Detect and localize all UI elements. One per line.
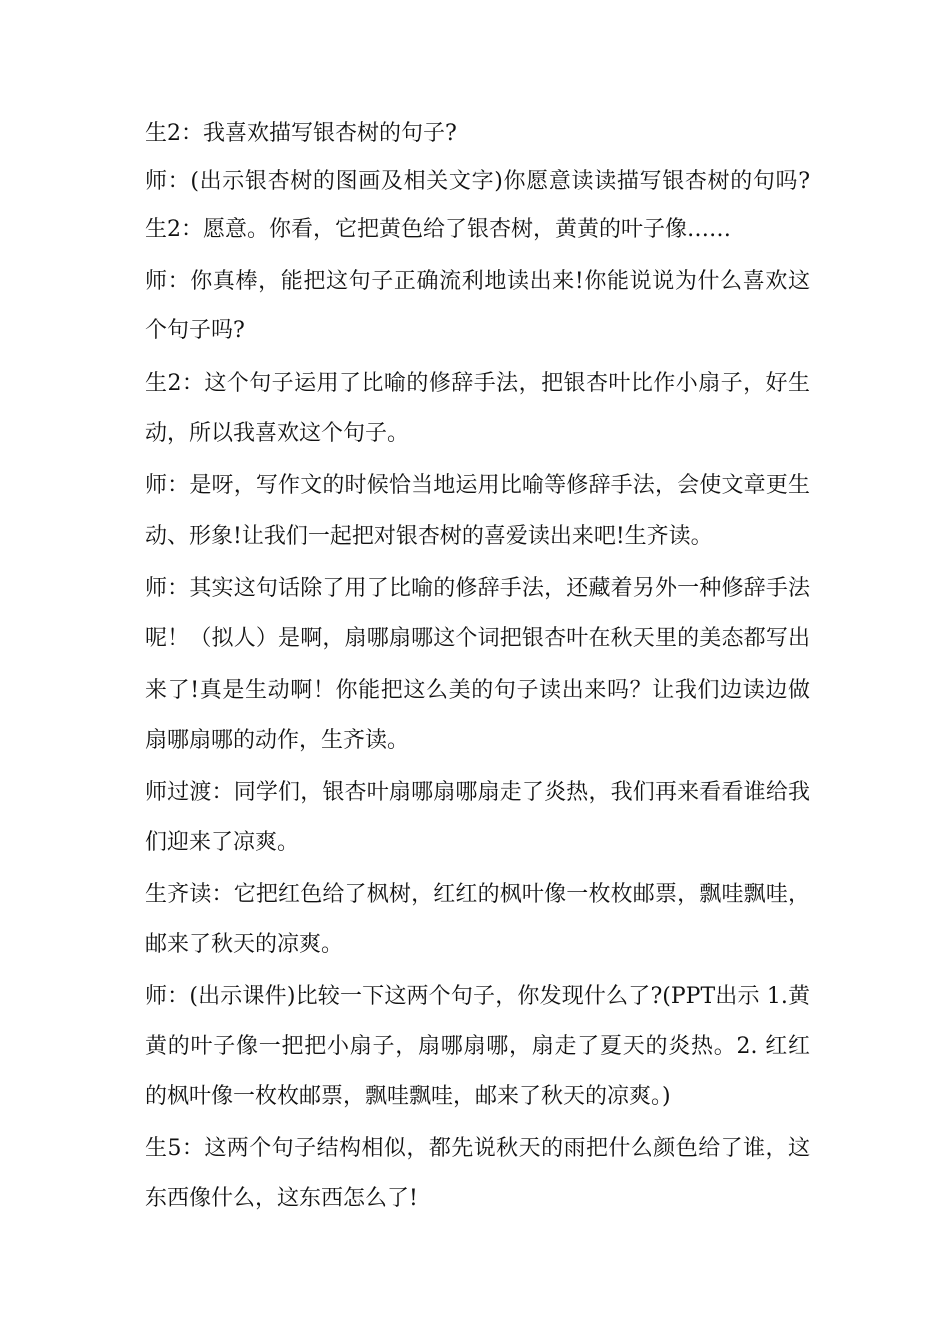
text-line: 生2：这个句子运用了比喻的修辞手法，把银杏叶比作小扇子，好生 xyxy=(145,371,810,396)
text-line: 师：(出示课件)比较一下这两个句子，你发现什么了?(PPT出示 1.黄 xyxy=(145,984,810,1009)
text-line: 生2：我喜欢描写银杏树的句子? xyxy=(145,121,457,146)
text-line: 扇哪扇哪的动作，生齐读。 xyxy=(145,728,410,753)
text-line: 的枫叶像一枚枚邮票，飘哇飘哇，邮来了秋天的凉爽。) xyxy=(145,1084,671,1109)
text-line: 师：其实这句话除了用了比喻的修辞手法，还藏着另外一种修辞手法 xyxy=(145,576,810,601)
text-line: 呢！（拟人）是啊，扇哪扇哪这个词把银杏叶在秋天里的美态都写出 xyxy=(145,626,810,651)
text-line: 师：你真棒，能把这句子正确流利地读出来!你能说说为什么喜欢这 xyxy=(145,269,810,294)
text-line: 生齐读：它把红色给了枫树，红红的枫叶像一枚枚邮票，飘哇飘哇， xyxy=(145,882,810,907)
text-line: 来了!真是生动啊！你能把这么美的句子读出来吗？让我们边读边做 xyxy=(145,678,810,703)
text-line: 生5：这两个句子结构相似，都先说秋天的雨把什么颜色给了谁，这 xyxy=(145,1136,810,1161)
text-line: 们迎来了凉爽。 xyxy=(145,830,300,855)
text-line: 师：是呀，写作文的时候恰当地运用比喻等修辞手法，会使文章更生 xyxy=(145,473,810,498)
text-line: 黄的叶子像一把把小扇子，扇哪扇哪，扇走了夏天的炎热。2. 红红 xyxy=(145,1034,810,1059)
text-line: 师过渡：同学们，银杏叶扇哪扇哪扇走了炎热，我们再来看看谁给我 xyxy=(145,780,810,805)
text-line: 动，所以我喜欢这个句子。 xyxy=(145,421,410,446)
text-line: 师：(出示银杏树的图画及相关文字)你愿意读读描写银杏树的句吗? xyxy=(145,169,810,194)
text-line: 邮来了秋天的凉爽。 xyxy=(145,932,344,957)
text-line: 生2：愿意。你看，它把黄色给了银杏树，黄黄的叶子像…… xyxy=(145,217,731,242)
text-line: 东西像什么，这东西怎么了! xyxy=(145,1186,418,1211)
text-line: 动、形象!让我们一起把对银杏树的喜爱读出来吧!生齐读。 xyxy=(145,524,713,549)
text-line: 个句子吗? xyxy=(145,318,245,343)
